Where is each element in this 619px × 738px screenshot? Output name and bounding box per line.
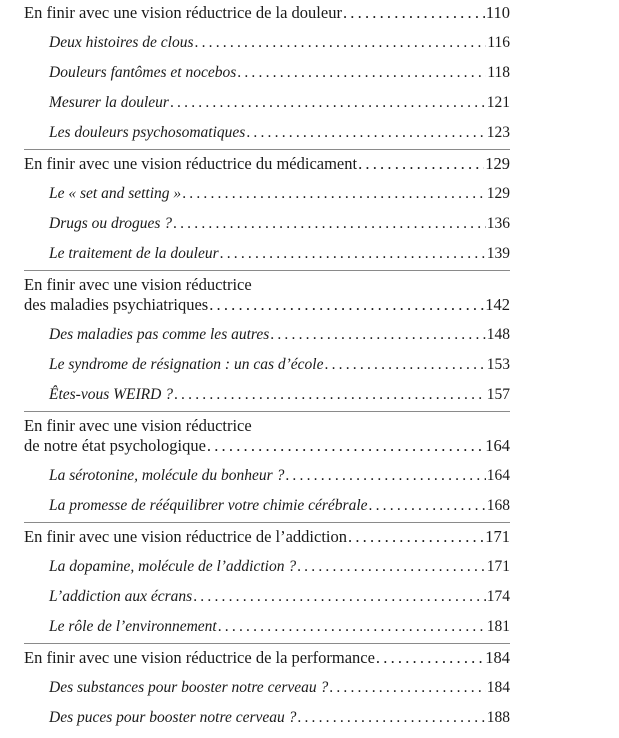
toc-page-number: 148 [486,326,510,343]
toc-chapter [24,411,510,456]
toc-section-title: Les douleurs psychosomatiques [49,124,246,141]
toc-chapter [24,522,510,547]
toc-leader-dots [193,587,486,607]
toc-leader-dots [174,385,486,405]
toc-page-number: 153 [486,356,510,373]
toc-leader-dots [170,93,486,113]
toc-page-number: 129 [486,185,510,202]
toc-page-number: 171 [486,558,510,575]
toc-section-title: Drugs ou drogues ? [49,215,173,232]
toc-section [24,184,510,204]
toc-chapter [24,643,510,668]
toc-section-title: La promesse de rééquilibrer votre chimie cérébrale [49,497,368,514]
toc-page-number: 184 [486,679,510,696]
toc-leader-dots [237,63,486,83]
toc-leader-dots [376,648,484,668]
toc-section [24,496,510,516]
toc-section [24,123,510,143]
toc-leader-dots [369,496,486,516]
toc-section-title: Des puces pour booster notre cerveau ? [49,709,297,726]
toc-section-title: L’addiction aux écrans [49,588,193,605]
toc-chapter [24,3,510,23]
toc-section-title: Mesurer la douleur [49,94,169,111]
toc-leader-dots [285,466,485,486]
toc-leader-dots [348,527,484,547]
toc-section [24,466,510,486]
toc-section-title: Le traitement de la douleur [49,245,219,262]
toc-section [24,678,510,698]
toc-leader-dots [297,557,486,577]
toc-leader-dots [220,244,486,264]
toc-section-title: La sérotonine, molécule du bonheur ? [49,467,285,484]
toc-section [24,587,510,607]
toc-section [24,557,510,577]
toc-page-number: 157 [486,386,510,403]
toc-page-number: 136 [486,215,510,232]
toc-section [24,93,510,113]
toc-page-number: 139 [486,245,510,262]
toc-page-number: 110 [485,3,510,22]
toc-section [24,33,510,53]
toc-chapter [24,149,510,174]
toc-leader-dots [246,123,485,143]
toc-chapter-title: En finir avec une vision réductrice de l’addiction [24,527,347,546]
toc-page-number: 164 [485,436,510,455]
toc-chapter [24,270,510,315]
toc-page-number: 184 [485,648,510,667]
toc-page-number: 121 [486,94,510,111]
toc-section-title: La dopamine, molécule de l’addiction ? [49,558,297,575]
toc-chapter-title-line1: En finir avec une vision réductrice [24,416,252,435]
toc-page-number: 118 [487,64,510,81]
toc-page-number: 129 [485,154,510,173]
toc-chapter-title: En finir avec une vision réductrice de la performance [24,648,375,667]
toc-chapter-title-line2: des maladies psychiatriques [24,295,209,314]
toc-section-title: Deux histoires de clous [49,34,194,51]
toc-section-title: Êtes-vous WEIRD ? [49,386,173,403]
toc-page-number: 123 [486,124,510,141]
toc-leader-dots [297,708,485,728]
toc-chapter-title: En finir avec une vision réductrice du médicament [24,154,358,173]
toc-chapter-title: En finir avec une vision réductrice de la douleur [24,3,342,22]
toc-chapter-title-line1: En finir avec une vision réductrice [24,275,252,294]
toc-section-title: Des maladies pas comme les autres [49,326,270,343]
toc-page-number: 164 [486,467,510,484]
toc-section-title: Le « set and setting » [49,185,182,202]
toc-leader-dots [329,678,486,698]
toc-page-number: 168 [486,497,510,514]
toc-section [24,325,510,345]
toc-page-number: 142 [485,295,510,314]
table-of-contents [24,0,510,728]
toc-section [24,617,510,637]
toc-leader-dots [218,617,486,637]
toc-leader-dots [207,436,484,456]
toc-leader-dots [325,355,486,375]
toc-leader-dots [209,295,484,315]
toc-section-title: Des substances pour booster notre cerveau ? [49,679,329,696]
toc-section-title: Douleurs fantômes et nocebos [49,64,237,81]
toc-section [24,708,510,728]
toc-section-title: Le rôle de l’environnement [49,618,217,635]
toc-section-title: Le syndrome de résignation : un cas d’école [49,356,324,373]
toc-leader-dots [173,214,486,234]
toc-chapter-title-line2: de notre état psychologique [24,436,206,455]
toc-section [24,244,510,264]
toc-page-number: 171 [485,527,510,546]
toc-page-number: 188 [486,709,510,726]
toc-section [24,355,510,375]
toc-section [24,63,510,83]
toc-leader-dots [195,33,487,53]
toc-leader-dots [270,325,485,345]
toc-page-number: 116 [487,34,510,51]
toc-leader-dots [182,184,486,204]
toc-page-number: 174 [486,588,510,605]
toc-page-number: 181 [486,618,510,635]
toc-section [24,385,510,405]
toc-leader-dots [358,154,484,174]
toc-leader-dots [343,3,485,23]
toc-section [24,214,510,234]
